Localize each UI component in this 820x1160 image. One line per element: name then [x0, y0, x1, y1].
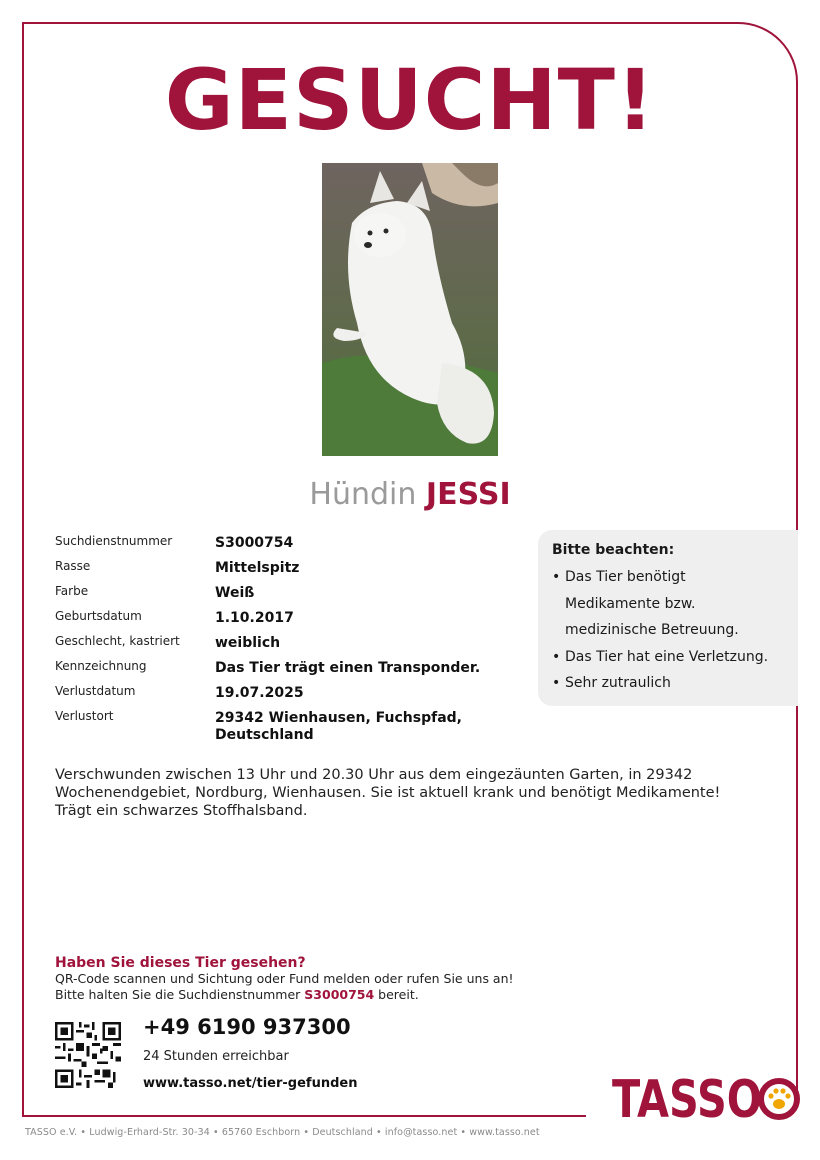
fact-value: Das Tier trägt einen Transponder. [215, 660, 481, 676]
sighting-instructions: QR-Code scannen und Sichtung oder Fund melden oder rufen Sie uns an! [55, 971, 514, 986]
phone-number[interactable]: +49 6190 937300 [143, 1015, 351, 1039]
fact-label: Geburtsdatum [55, 609, 142, 623]
search-number-highlight: S3000754 [304, 987, 375, 1002]
list-item: • Das Tier hat eine Verletzung. [552, 644, 784, 671]
sighting-section [55, 955, 655, 1003]
animal-heading [0, 477, 820, 512]
qr-code-icon[interactable] [55, 1022, 121, 1088]
notice-title: Bitte beachten: [552, 542, 675, 558]
fact-label: Verlustort [55, 709, 114, 723]
animal-kind: Hündin [309, 477, 417, 512]
animal-name: JESSI [425, 477, 511, 512]
availability: 24 Stunden erreichbar [143, 1049, 289, 1064]
paw-icon [761, 1081, 797, 1117]
fact-value: Weiß [215, 585, 255, 601]
fact-value: 1.10.2017 [215, 610, 294, 626]
fact-label: Verlustdatum [55, 684, 136, 698]
description: Verschwunden zwischen 13 Uhr und 20.30 Uhr aus dem eingezäunten Garten, in 29342 Wochenendgebiet, Nordburg, Wienhausen. Sie ist aktuell krank und benötigt Medikamente! Trägt ein schwarzes Stoffhalsband. [55, 767, 721, 819]
tasso-logo [612, 1070, 800, 1126]
logo-text: TASSO [612, 1070, 762, 1126]
list-item: • Sehr zutraulich [552, 670, 784, 697]
footer-address: TASSO e.V. • Ludwig-Erhard-Str. 30-34 • 65760 Eschborn • Deutschland • info@tasso.net • www.tasso.net [25, 1127, 540, 1138]
fact-value: Mittelspitz [215, 560, 300, 576]
notice-box [538, 530, 798, 706]
fact-value: 29342 Wienhausen, Fuchspfad, Deutschland [215, 710, 462, 743]
website-link[interactable]: www.tasso.net/tier-gefunden [143, 1076, 358, 1091]
fact-value: 19.07.2025 [215, 685, 304, 701]
dog-photo [322, 163, 498, 456]
fact-value: weiblich [215, 635, 281, 651]
fact-label: Farbe [55, 584, 89, 598]
notice-list [552, 564, 784, 697]
contact-block [143, 1015, 357, 1091]
fact-value: S3000754 [215, 535, 294, 551]
fact-label: Geschlecht, kastriert [55, 634, 180, 648]
sighting-title: Haben Sie dieses Tier gesehen? [55, 955, 306, 971]
fact-label: Kennzeichnung [55, 659, 147, 673]
headline: GESUCHT! [164, 51, 656, 149]
list-item: • Das Tier benötigt Medikamente bzw. medizinische Betreuung. [552, 564, 784, 644]
fact-label: Suchdienstnummer [55, 534, 173, 548]
fact-label: Rasse [55, 559, 91, 573]
sighting-reference: Bitte halten Sie die Suchdienstnummer S3000754 bereit. [55, 987, 419, 1002]
